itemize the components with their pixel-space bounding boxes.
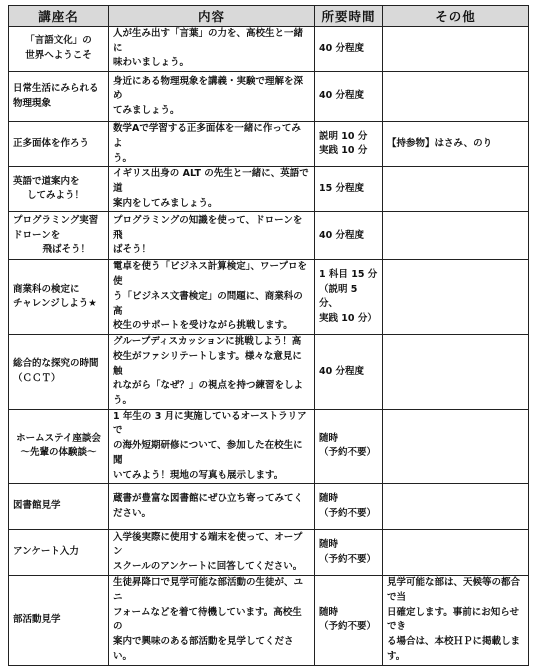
course-name-line: 総合的な探究の時間 (13, 358, 99, 370)
course-name-cell (9, 72, 109, 122)
course-name-line: （ＣＣＴ） (13, 372, 61, 384)
other-cell (383, 260, 529, 335)
course-name-line: 「言語文化」の (25, 35, 92, 47)
other-cell (383, 122, 529, 167)
content-line: 案内で興味のある部活動を見学してください。 (113, 636, 294, 662)
content-line: 味わいましょう。 (113, 57, 190, 69)
table-row (9, 212, 529, 260)
table-row (9, 167, 529, 212)
time-cell (315, 212, 383, 260)
content-cell (109, 409, 315, 484)
time-cell (315, 72, 383, 122)
time-line: 随時 (319, 493, 339, 505)
content-cell (109, 335, 315, 410)
course-name-line: 世界へようこそ (25, 50, 92, 62)
other-cell (383, 335, 529, 410)
time-line: 随時 (319, 539, 339, 551)
time-line: 15 分程度 (319, 183, 365, 195)
course-name-line: 物理現象 (13, 97, 52, 109)
time-line: 随時 (319, 432, 339, 444)
content-line: 蔵書が豊富な図書館にぜひ立ち寄ってみてく (113, 493, 304, 505)
other-cell (383, 167, 529, 212)
other-cell (383, 72, 529, 122)
time-cell (315, 27, 383, 72)
content-cell (109, 260, 315, 335)
course-table (8, 5, 529, 666)
course-name-line: 部活動見学 (13, 614, 61, 626)
time-line: （予約不要） (319, 621, 377, 633)
table-row (9, 335, 529, 410)
table-row (9, 27, 529, 72)
content-line: 校生のサポートを受けながら挑戦します。 (113, 320, 293, 332)
course-name-line: 英語で道案内を (13, 175, 80, 187)
content-line: 数学Aで学習する正多面体を一緒に作ってみよ (113, 123, 301, 149)
table-row (9, 122, 529, 167)
content-cell (109, 167, 315, 212)
content-cell (109, 27, 315, 72)
content-cell (109, 576, 315, 665)
time-line: 実践 10 分 (319, 145, 368, 157)
time-cell (315, 335, 383, 410)
course-name-line: プログラミング実習 (13, 214, 99, 226)
content-line: の海外短期研修について、参加した在校生に聞 (113, 440, 303, 466)
course-name-line: 飛ばそう！ (42, 244, 90, 256)
other-line: る場合は、本校ＨＰに掲載します。 (387, 636, 521, 662)
time-line: （予約不要） (319, 447, 377, 459)
header-other: その他 (383, 6, 529, 27)
content-line: 1 年生の 3 月に実施しているオーストラリアで (113, 410, 307, 437)
time-line: 40 分程度 (319, 365, 365, 377)
course-name-line: ドローンを (13, 229, 61, 241)
other-line: 見学可能な部は、天候等の都合で当 (387, 577, 521, 603)
table-row (9, 576, 529, 665)
content-line: ださい。 (113, 507, 152, 519)
content-cell (109, 72, 315, 122)
course-name-cell (9, 122, 109, 167)
header-content: 内容 (109, 6, 315, 27)
course-name-line: してみよう！ (27, 190, 85, 202)
content-line: グループディスカッションに挑戦しよう！高 (113, 336, 302, 348)
header-time: 所要時間 (315, 6, 383, 27)
content-cell (109, 122, 315, 167)
content-line: う。 (113, 152, 133, 164)
table-row (9, 484, 529, 530)
course-name-cell (9, 530, 109, 576)
content-line: 電卓を使う「ビジネス計算検定」、ワープロを使 (113, 261, 307, 288)
course-name-cell (9, 335, 109, 410)
time-line: 40 分程度 (319, 42, 365, 54)
content-cell (109, 530, 315, 576)
time-line: （予約不要） (319, 553, 377, 565)
course-name-line: 日常生活にみられる (13, 82, 99, 94)
time-line: 40 分程度 (319, 90, 365, 102)
course-name-line: ～先輩の体験談～ (20, 447, 97, 459)
header-course-name: 講座名 (9, 6, 109, 27)
time-cell (315, 576, 383, 665)
content-line: 案内をしてみましょう。 (113, 197, 218, 209)
time-line: （説明 5 分、 (319, 283, 358, 310)
table-row (9, 260, 529, 335)
time-line: 説明 10 分 (319, 130, 368, 142)
other-cell (383, 409, 529, 484)
other-cell (383, 212, 529, 260)
content-line: フォームなどを着て待機しています。高校生の (113, 606, 302, 633)
table-row (9, 72, 529, 122)
course-name-cell (9, 484, 109, 530)
course-name-cell (9, 212, 109, 260)
course-name-cell (9, 167, 109, 212)
content-line: いてみよう！現地の写真も展示します。 (113, 469, 284, 481)
other-cell (383, 484, 529, 530)
table-row (9, 409, 529, 484)
time-line: 随時 (319, 606, 339, 618)
other-cell (383, 576, 529, 665)
course-name-cell (9, 409, 109, 484)
content-line: イギリス出身の ALT の先生と一緒に、英語で道 (113, 168, 309, 195)
time-cell (315, 122, 383, 167)
other-line: 日確定します。事前にお知らせでき (387, 606, 519, 633)
time-line: 1 科目 15 分 (319, 268, 378, 280)
content-line: 入学後実際に使用する端末を使って、オープン (113, 531, 303, 558)
time-cell (315, 530, 383, 576)
other-cell (383, 530, 529, 576)
content-line: れながら「なぜ？」の視点を持つ練習をしよう。 (113, 380, 304, 406)
course-name-line: ホームステイ座談会 (16, 432, 101, 444)
time-cell (315, 260, 383, 335)
course-name-line: アンケート入力 (13, 546, 79, 558)
content-line: 生徒昇降口で見学可能な部活動の生徒が、ユニ (113, 577, 304, 603)
course-name-cell (9, 260, 109, 335)
content-line: ばそう！ (113, 244, 152, 256)
time-line: 40 分程度 (319, 229, 365, 241)
time-cell (315, 167, 383, 212)
time-cell (315, 484, 383, 530)
time-cell (315, 409, 383, 484)
content-cell (109, 484, 315, 530)
content-line: 身近にある物理現象を講義・実験で理解を深め (113, 75, 304, 102)
content-line: 人が生み出す「言葉」の力を、高校生と一緒に (113, 28, 304, 54)
other-line: 【持参物】はさみ、のり (387, 137, 493, 149)
time-line: （予約不要） (319, 507, 377, 519)
time-line: 実践 10 分） (319, 312, 377, 324)
content-line: プログラミングの知識を使って、ドローンを飛 (113, 214, 303, 241)
course-name-line: 正多面体を作ろう (13, 137, 90, 149)
course-name-cell (9, 576, 109, 665)
content-cell (109, 212, 315, 260)
content-line: スクールのアンケートに回答してください。 (113, 561, 303, 573)
table-header-row (9, 6, 529, 27)
content-line: 校生がファシリテートします。様々な意見に触 (113, 350, 302, 377)
other-cell (383, 27, 529, 72)
table-row (9, 530, 529, 576)
course-name-line: 商業科の検定に (13, 283, 80, 295)
course-name-line: 図書館見学 (13, 500, 61, 512)
course-name-cell (9, 27, 109, 72)
course-name-line: チャレンジしよう★ (13, 298, 97, 310)
content-line: う「ビジネス文書検定」の問題に、商業科の高 (113, 290, 303, 317)
content-line: てみましょう。 (113, 105, 180, 117)
